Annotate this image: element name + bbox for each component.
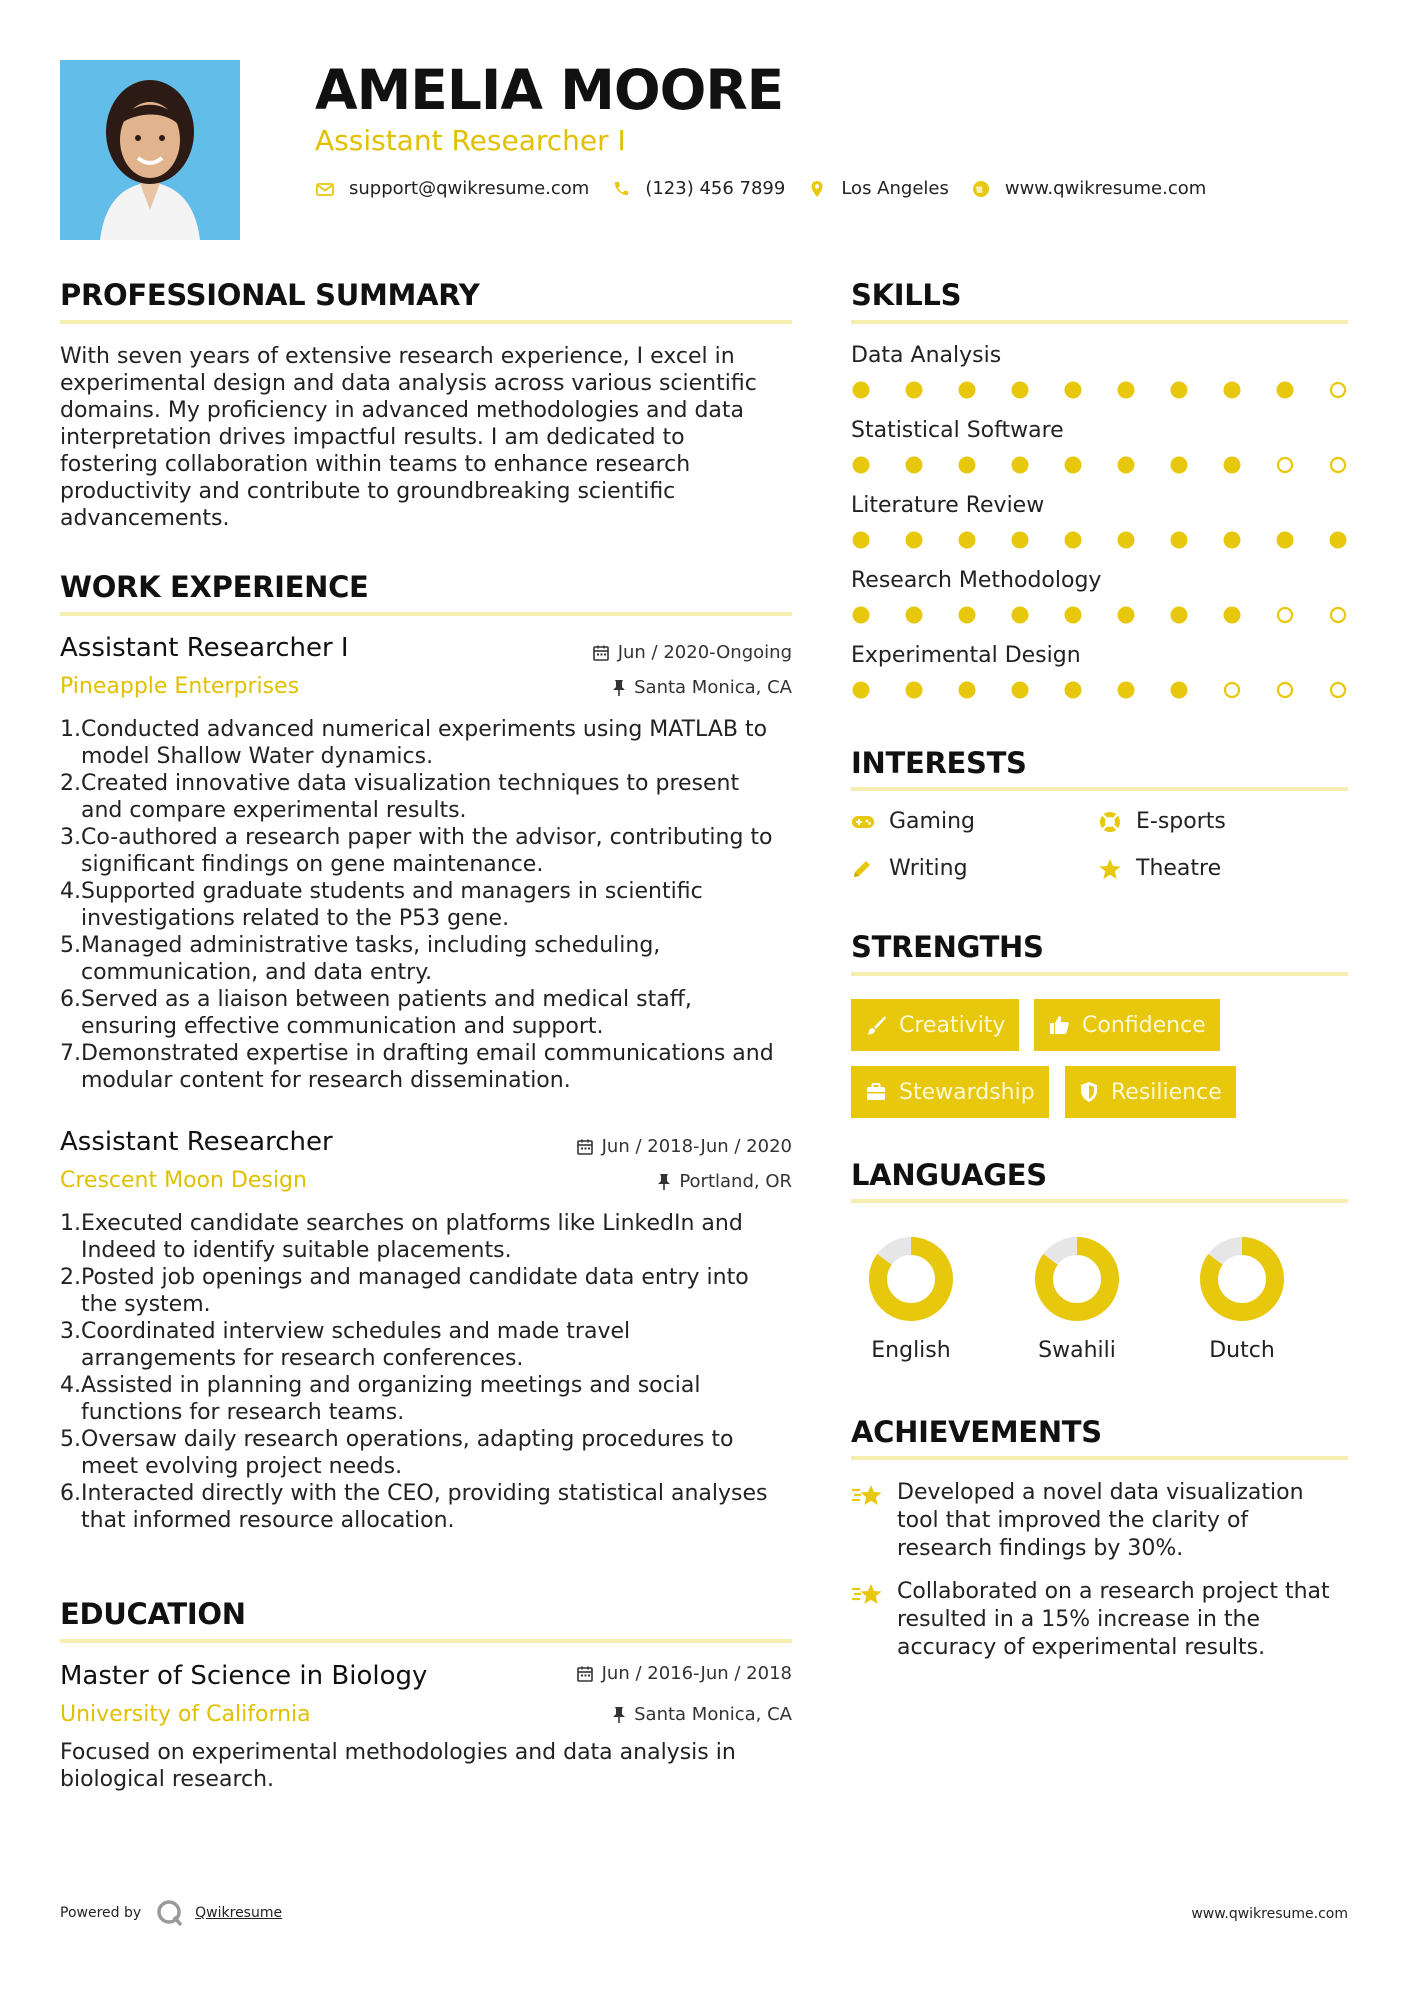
contact-website[interactable]: [971, 178, 1206, 199]
achievement-item: Developed a novel data visualization tool that improved the clarity of research findings by 30%.: [851, 1479, 1348, 1563]
rating-dot-filled: [1065, 607, 1082, 624]
language-ring: [1197, 1234, 1287, 1324]
rating-dot-filled: [1065, 382, 1082, 399]
education-description: [60, 1739, 800, 1793]
rating-dot-filled: [1224, 607, 1241, 624]
interest-item: Writing: [851, 856, 968, 881]
skill-rating: [851, 605, 1351, 625]
portrait-image: [60, 60, 240, 240]
skills-heading: SKILLS: [851, 278, 962, 312]
rating-dot-filled: [1224, 382, 1241, 399]
job-location-text: Santa Monica, CA: [634, 677, 792, 698]
calendar-icon: [576, 1138, 594, 1156]
job-date: [450, 642, 792, 663]
rating-dot-filled: [853, 682, 870, 699]
summary-line: productivity and contribute to groundbreaking scientific: [60, 479, 676, 504]
work-heading: WORK EXPERIENCE: [60, 570, 369, 604]
rating-dot-filled: [959, 607, 976, 624]
rating-dot-filled: [1012, 457, 1029, 474]
rating-dot-filled: [1012, 382, 1029, 399]
list-item: 1. Conducted advanced numerical experiments using MATLAB to model Shallow Water dynamics.: [60, 717, 768, 769]
skill-dots: [851, 530, 1351, 550]
list-item: 7. Demonstrated expertise in drafting email communications and modular content for research dissemination.: [60, 1041, 774, 1093]
list-item: 6. Interacted directly with the CEO, providing statistical analyses that informed resource allocation.: [60, 1481, 768, 1533]
list-item: 4. Supported graduate students and managers in scientific investigations related to the P53 gene.: [60, 879, 703, 931]
list-item: 3. Co-authored a research paper with the advisor, contributing to significant findings on gene maintenance.: [60, 825, 773, 877]
skill-name: Statistical Software: [851, 418, 1064, 443]
interests-rule: [851, 787, 1348, 791]
skill-name: Data Analysis: [851, 343, 1002, 368]
language-name: Swahili: [1038, 1338, 1116, 1363]
rating-dot-filled: [1065, 457, 1082, 474]
rating-dot-empty: [1278, 608, 1292, 622]
language-name: English: [871, 1338, 951, 1363]
rating-dot-filled: [959, 382, 976, 399]
job-title: Assistant Researcher I: [60, 633, 349, 663]
education-date: [450, 1663, 792, 1684]
qwikresume-logo-icon: [155, 1898, 185, 1928]
language-name: Dutch: [1209, 1338, 1275, 1363]
calendar-icon: [576, 1665, 594, 1683]
interest-item: Gaming: [851, 809, 975, 834]
rating-dot-filled: [1171, 532, 1188, 549]
skill-dots: [851, 380, 1351, 400]
profile-photo: [60, 60, 240, 240]
language-item: [1017, 1234, 1137, 1363]
summary-text: [60, 343, 792, 532]
list-item: 3. Coordinated interview schedules and made travel arrangements for research conferences.: [60, 1319, 631, 1371]
rating-dot-filled: [1171, 457, 1188, 474]
shooting-star-icon: [851, 1580, 885, 1608]
education-line: Focused on experimental methodologies and data analysis in: [60, 1740, 736, 1765]
achievements-rule: [851, 1456, 1348, 1460]
language-ring: [866, 1234, 956, 1324]
strength-badge: Resilience: [1065, 1066, 1236, 1118]
job-company: Pineapple Enterprises: [60, 674, 300, 699]
skill-rating: [851, 680, 1351, 700]
list-item: 2. Posted job openings and managed candidate data entry into the system.: [60, 1265, 749, 1317]
powered-by-label: Powered by: [60, 1905, 142, 1921]
job-responsibilities: [60, 1210, 800, 1534]
star-icon: [1098, 858, 1122, 880]
education-heading: EDUCATION: [60, 1597, 246, 1631]
list-item: 2. Created innovative data visualization techniques to present and compare experimental results.: [60, 771, 740, 823]
work-rule: [60, 612, 792, 616]
footer-website[interactable]: www.qwikresume.com: [1191, 1906, 1348, 1922]
achievements-heading: ACHIEVEMENTS: [851, 1415, 1102, 1449]
list-item: 6. Served as a liaison between patients and medical staff, ensuring effective communication and support.: [60, 987, 692, 1039]
lifebuoy-icon: [1098, 810, 1122, 834]
qwikresume-link[interactable]: Qwikresume: [195, 1905, 283, 1921]
rating-dot-empty: [1225, 683, 1239, 697]
rating-dot-filled: [1118, 457, 1135, 474]
summary-line: With seven years of extensive research experience, I excel in: [60, 344, 735, 369]
strengths-rule: [851, 972, 1348, 976]
strength-badge: Creativity: [851, 999, 1019, 1051]
summary-line: advancements.: [60, 506, 230, 531]
candidate-title: Assistant Researcher I: [315, 124, 626, 157]
education-date-text: Jun / 2016-Jun / 2018: [601, 1663, 792, 1684]
location-text: Los Angeles: [841, 178, 949, 199]
rating-dot-filled: [1118, 607, 1135, 624]
education-location: [450, 1704, 792, 1725]
job-location: [450, 677, 792, 698]
skill-dots: [851, 605, 1351, 625]
globe-icon: [971, 179, 991, 199]
shield-icon: [1079, 1081, 1099, 1103]
rating-dot-filled: [1224, 532, 1241, 549]
skill-rating: [851, 380, 1351, 400]
rating-dot-filled: [1118, 382, 1135, 399]
briefcase-icon: [865, 1081, 887, 1103]
strength-badge: Confidence: [1034, 999, 1220, 1051]
job-date-text: Jun / 2020-Ongoing: [617, 642, 792, 663]
interest-item: Theatre: [1098, 856, 1221, 881]
contact-email[interactable]: [315, 178, 589, 199]
rating-dot-filled: [1118, 682, 1135, 699]
job-location: [450, 1171, 792, 1192]
rating-dot-empty: [1331, 383, 1345, 397]
skill-rating: [851, 455, 1351, 475]
phone-icon: [611, 179, 631, 199]
pushpin-icon: [612, 1706, 626, 1724]
skill-name: Research Methodology: [851, 568, 1102, 593]
rating-dot-filled: [1277, 532, 1294, 549]
rating-dot-filled: [1171, 682, 1188, 699]
rating-dot-filled: [1012, 682, 1029, 699]
list-item: 1. Executed candidate searches on platforms like LinkedIn and Indeed to identify suitable placements.: [60, 1211, 743, 1263]
rating-dot-filled: [1065, 532, 1082, 549]
rating-dot-filled: [1277, 382, 1294, 399]
rating-dot-filled: [1171, 382, 1188, 399]
job-date: [450, 1136, 792, 1157]
contact-bar: [315, 178, 1228, 199]
shooting-star-icon: [851, 1481, 885, 1509]
website-text: www.qwikresume.com: [1004, 178, 1207, 199]
languages-rule: [851, 1199, 1348, 1203]
rating-dot-filled: [906, 457, 923, 474]
rating-dot-filled: [853, 607, 870, 624]
rating-dot-filled: [1012, 607, 1029, 624]
list-item: 4. Assisted in planning and organizing meetings and social functions for research teams.: [60, 1373, 701, 1425]
strength-badge: Stewardship: [851, 1066, 1049, 1118]
calendar-icon: [592, 644, 610, 662]
rating-dot-filled: [853, 382, 870, 399]
rating-dot-filled: [906, 607, 923, 624]
job-location-text: Portland, OR: [679, 1171, 792, 1192]
summary-rule: [60, 320, 792, 324]
interest-item: E-sports: [1098, 809, 1226, 834]
education-location-text: Santa Monica, CA: [634, 1704, 792, 1725]
pencil-icon: [851, 858, 875, 880]
skills-rule: [851, 320, 1348, 324]
rating-dot-filled: [906, 382, 923, 399]
candidate-name: AMELIA MOORE: [315, 58, 784, 122]
phone-text: (123) 456 7899: [645, 178, 786, 199]
summary-heading: PROFESSIONAL SUMMARY: [60, 278, 480, 312]
rating-dot-filled: [906, 682, 923, 699]
skill-name: Literature Review: [851, 493, 1045, 518]
contact-location: [807, 178, 949, 199]
job-responsibilities: [60, 716, 800, 1094]
degree-title: Master of Science in Biology: [60, 1661, 428, 1691]
interests-heading: INTERESTS: [851, 746, 1027, 780]
rating-dot-empty: [1278, 458, 1292, 472]
rating-dot-empty: [1278, 683, 1292, 697]
job-date-text: Jun / 2018-Jun / 2020: [601, 1136, 792, 1157]
list-item: 5. Oversaw daily research operations, adapting procedures to meet evolving project needs.: [60, 1427, 734, 1479]
footer-powered-by: [60, 1898, 282, 1928]
rating-dot-filled: [853, 457, 870, 474]
language-ring: [1032, 1234, 1122, 1324]
summary-line: interpretation drives impactful results. I am dedicated to: [60, 425, 685, 450]
gamepad-icon: [851, 813, 875, 831]
brush-icon: [865, 1014, 887, 1036]
rating-dot-filled: [959, 532, 976, 549]
thumbs-up-icon: [1048, 1014, 1070, 1036]
summary-line: domains. My proficiency in advanced methodologies and data: [60, 398, 744, 423]
contact-phone[interactable]: [611, 178, 785, 199]
rating-dot-empty: [1331, 458, 1345, 472]
pushpin-icon: [657, 1173, 671, 1191]
rating-dot-filled: [906, 532, 923, 549]
language-item: [851, 1234, 971, 1363]
rating-dot-empty: [1331, 683, 1345, 697]
email-text: support@qwikresume.com: [349, 178, 590, 199]
pushpin-icon: [612, 679, 626, 697]
language-item: [1182, 1234, 1302, 1363]
skill-name: Experimental Design: [851, 643, 1081, 668]
education-rule: [60, 1639, 792, 1643]
map-pin-icon: [807, 179, 827, 199]
languages-heading: LANGUAGES: [851, 1158, 1047, 1192]
rating-dot-filled: [1065, 682, 1082, 699]
rating-dot-empty: [1331, 608, 1345, 622]
rating-dot-filled: [1224, 457, 1241, 474]
rating-dot-filled: [1012, 532, 1029, 549]
strengths-heading: STRENGTHS: [851, 930, 1044, 964]
rating-dot-filled: [1330, 532, 1347, 549]
school-name: University of California: [60, 1702, 311, 1727]
rating-dot-filled: [1118, 532, 1135, 549]
skill-dots: [851, 680, 1351, 700]
achievement-item: Collaborated on a research project that resulted in a 15% increase in the accuracy of experimental results.: [851, 1578, 1348, 1662]
rating-dot-filled: [959, 457, 976, 474]
summary-line: fostering collaboration within teams to enhance research: [60, 452, 691, 477]
education-line: biological research.: [60, 1767, 275, 1792]
skill-dots: [851, 455, 1351, 475]
list-item: 5. Managed administrative tasks, including scheduling, communication, and data entry.: [60, 933, 661, 985]
envelope-icon: [315, 179, 335, 199]
summary-line: experimental design and data analysis across various scientific: [60, 371, 757, 396]
rating-dot-filled: [959, 682, 976, 699]
skill-rating: [851, 530, 1351, 550]
rating-dot-filled: [1171, 607, 1188, 624]
job-company: Crescent Moon Design: [60, 1168, 307, 1193]
rating-dot-filled: [853, 532, 870, 549]
job-title: Assistant Researcher: [60, 1127, 333, 1157]
